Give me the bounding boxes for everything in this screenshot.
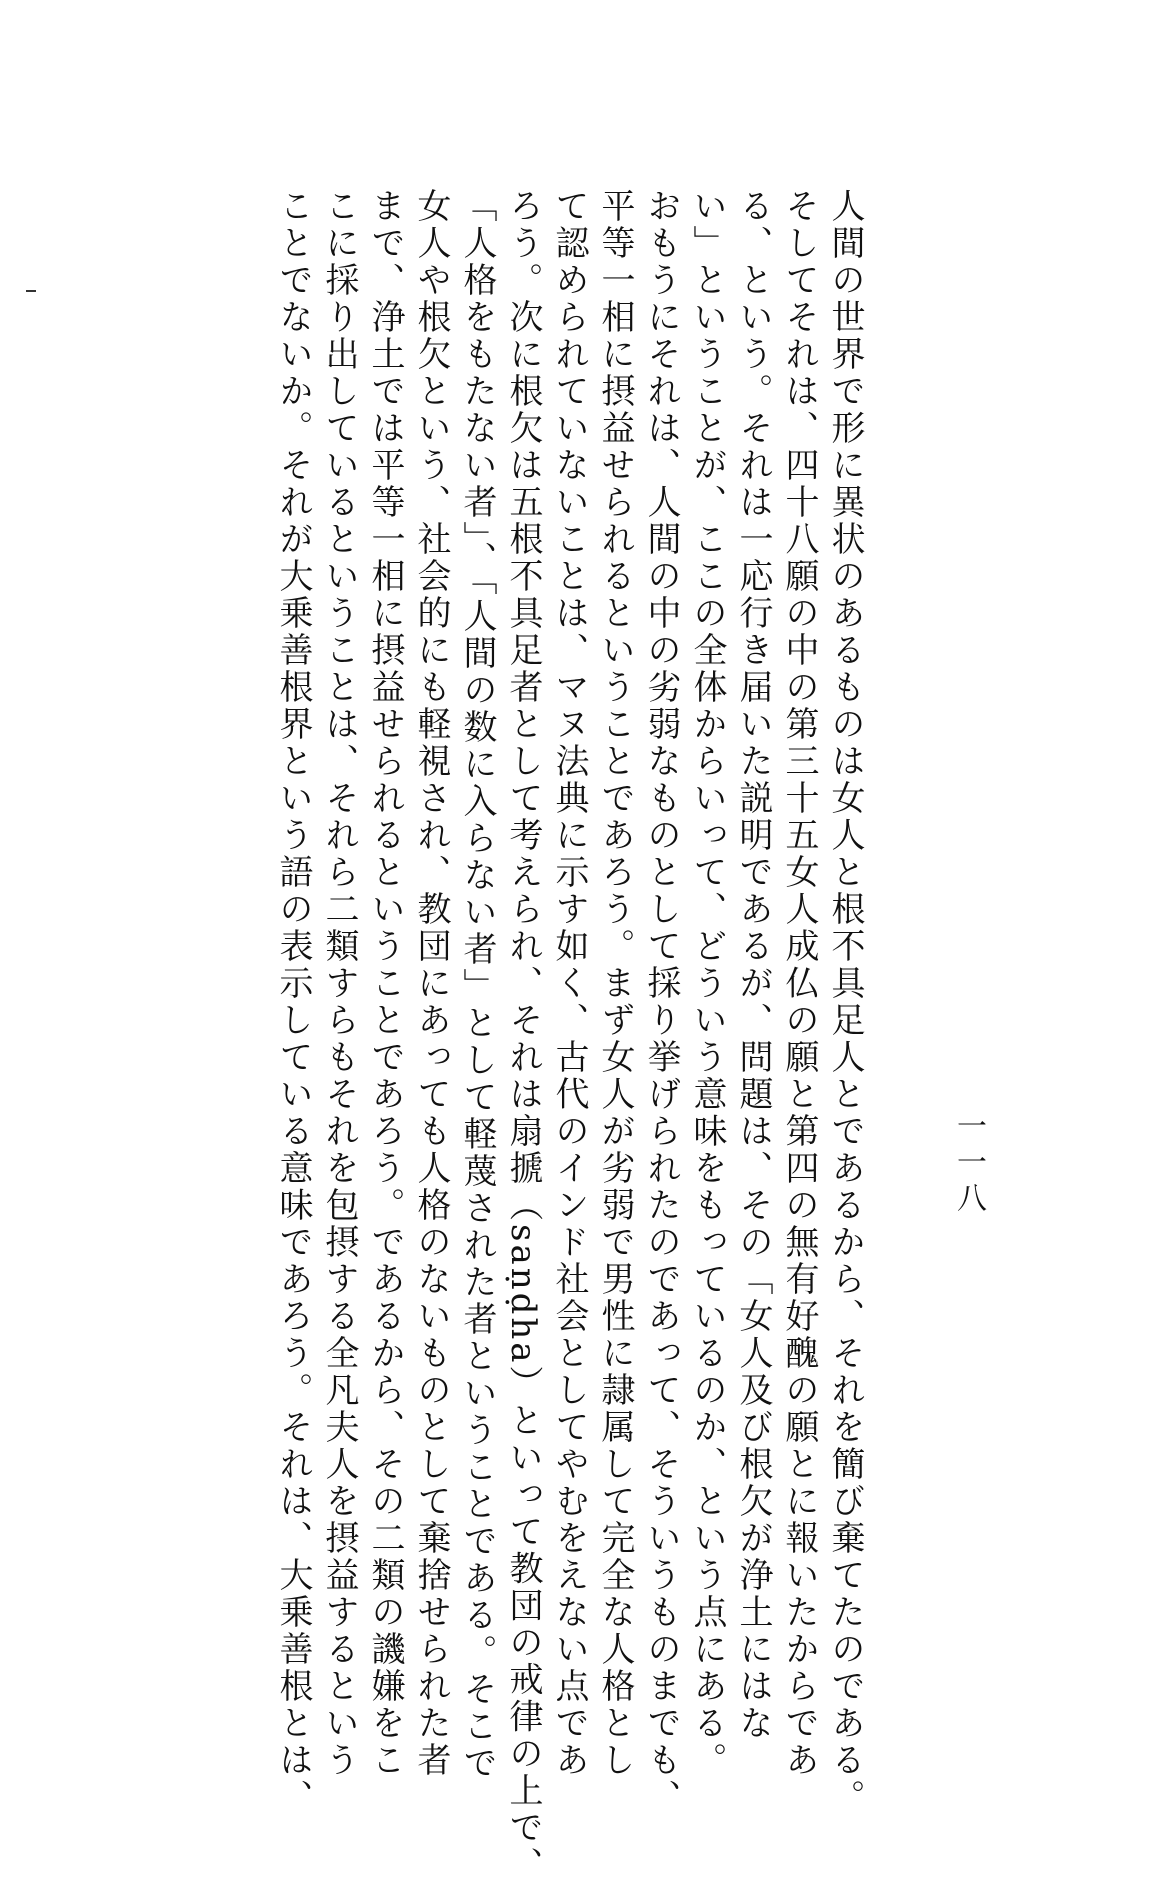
text-line: い」ということが、ここの全体からいって、どういう意味をもっているのか、という点にある。: [687, 188, 727, 1779]
text-line: て認められていないことは、マヌ法典に示す如く、古代のインド社会としてやむをえない点であ: [549, 188, 589, 1779]
text-line: る、という。それは一応行き届いた説明であるが、問題は、その「女人及び根欠が浄土にはな: [733, 188, 773, 1742]
text-line: 平等一相に摂益せられるということであろう。まず女人が劣弱で男性に隷属して完全な人格とし: [595, 188, 635, 1779]
text-line: 人間の世界で形に異状のあるものは女人と根不具足人とであるから、それを簡び棄てたのである。: [825, 188, 865, 1816]
text-line: そしてそれは、四十八願の中の第三十五女人成仏の願と第四の無有好醜の願とに報いたからであ: [779, 188, 819, 1779]
text-line: 「人格をもたない者」、「人間の数に入らない者」として軽蔑された者ということである。そこで: [457, 188, 497, 1782]
text-line: ことでないか。それが大乗善根界という語の表示している意味であろう。それは、大乗善根とは、: [273, 188, 313, 1816]
text-line: おもうにそれは、人間の中の劣弱なものとして採り挙げられたのであって、そういうものまでも、: [641, 188, 681, 1816]
text-line: ろう。次に根欠は五根不具足者として考えられ、それは扇搋（saṇḍha）といって教団の戒律の上で、: [503, 188, 543, 1884]
margin-mark: [26, 290, 36, 292]
body-text: [270, 188, 868, 1884]
text-line: こに採り出しているということは、それら二類すらもそれを包摂する全凡夫人を摂益するという: [319, 188, 359, 1779]
page-number: 一一八: [951, 1110, 986, 1218]
text-line: 女人や根欠という、社会的にも軽視され、教団にあっても人格のないものとして棄捨せられた者: [411, 188, 451, 1779]
text-line: まで、浄土では平等一相に摂益せられるということであろう。であるから、その二類の譏嫌をこ: [365, 188, 405, 1779]
